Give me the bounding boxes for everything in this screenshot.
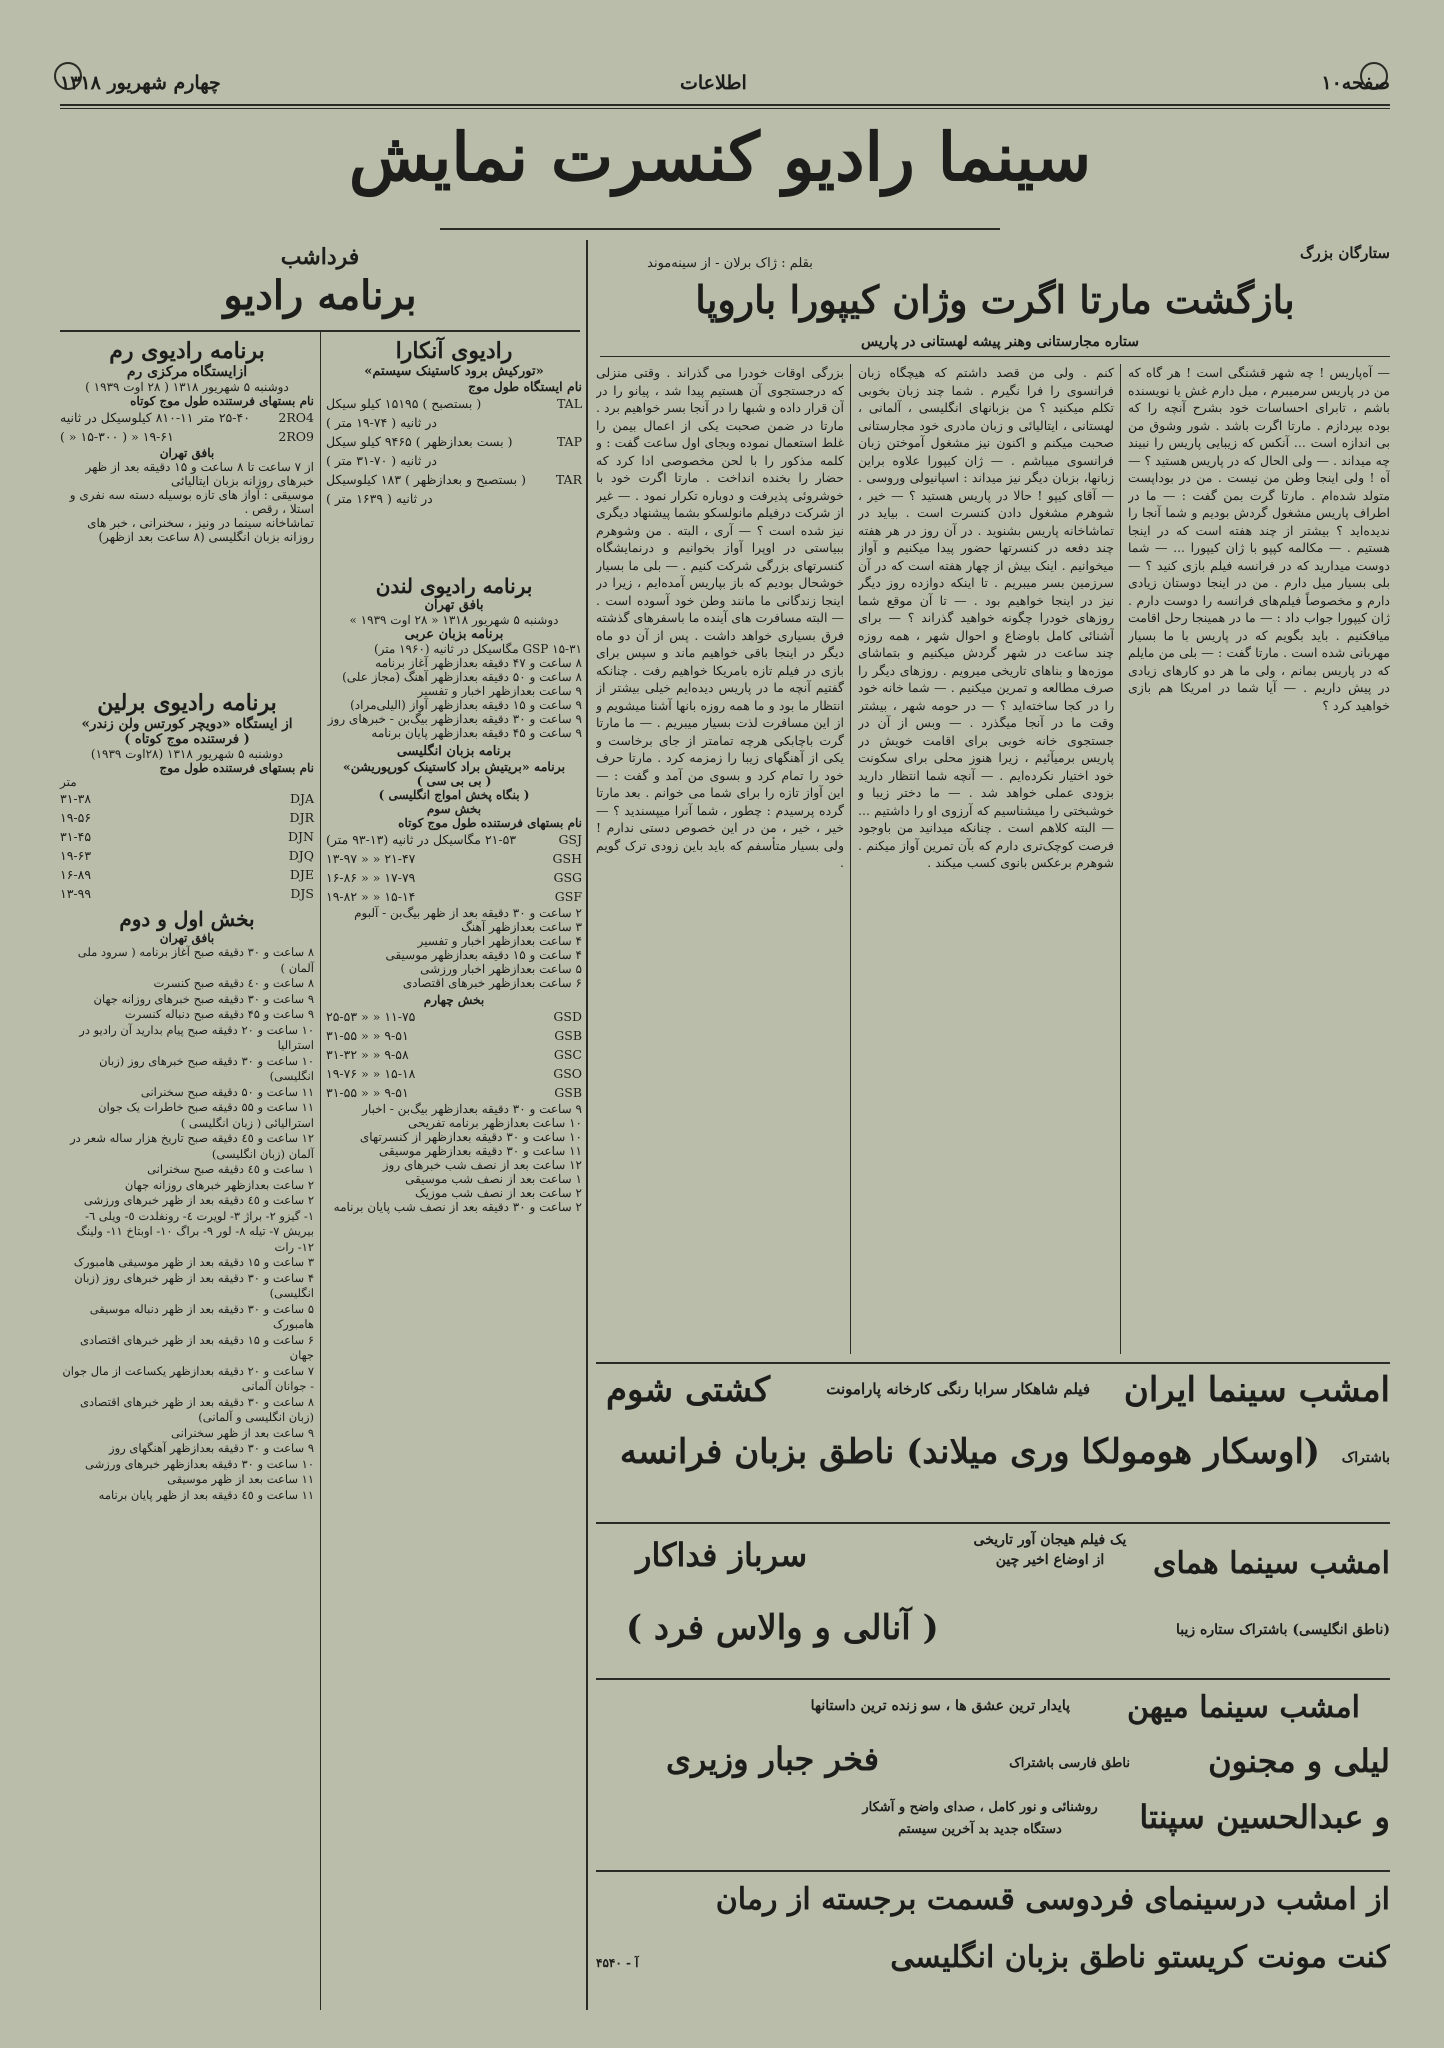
radio-title-rule [60,330,580,332]
station-row [60,789,314,808]
program-item: ۴ ساعت و ۳۰ دقیقه بعد از ظهر خبرهای روز (زبان انگلیسی) [74,1270,314,1300]
homa-desc-1: یک فیلم هیجان آور تاریخی [973,1532,1127,1548]
station-code: DJS [290,886,314,901]
program-item: ۹ ساعت بعدازظهر اخبار و تفسیر [417,684,582,698]
london-stations-3 [326,830,582,906]
station-row [326,1007,582,1026]
program-item: ۱- گیزو ۲- براژ ۳- لویرت ٤- رونفلدت ٥- ویلی ٦- بیریش ۷- تیله ۸- لور ۹- براگ ۱۰- اوبتاخ ۱۱- ولینگ ۱۲- رات [76,1208,314,1254]
program-item: ۱ ساعت بعد از نصف شب موسیقی [405,1172,582,1186]
program-item: ۸ ساعت و ٤٠ دقیقه صبح کنسرت [153,976,314,990]
berlin-date: دوشنبه ۵ شهریور ۱۳۱۸ (۲۸اوت ۱۹۳۹) [90,747,284,761]
subhead-rule [600,356,1390,357]
column-rule [850,364,851,1354]
ankara-subtitle: «تورکیش برود کاستینک سیستم» [364,364,544,379]
program-item: ۹ ساعت و ۳۰ دقیقه بعدازظهر آهنگهای روز [109,1441,314,1455]
station-row [326,432,582,451]
station-frequency: ۱۱-۷۵ « « ۲۵-۵۳ [326,1009,416,1024]
station-row [60,846,314,865]
station-frequency: ۱۵-۱۴ « « ۱۹-۸۲ [326,889,416,904]
rome-items [60,460,314,544]
program-item: ۱۱ ساعت و ۳۰ دقیقه بعدازظهر موسیقی [379,1144,582,1158]
ankara-table-header: نام ایستگاه طول موج [468,379,582,394]
issue-date: چهارم شهریور ۱۳۱۸ [60,72,221,94]
station-code: DJE [289,867,314,882]
section-banner: سینما رادیو کنسرت نمایش [348,118,1092,196]
london-table-header: نام بستهای فرستنده طول موج کوتاه [398,816,582,830]
london-city: بافق تهران [424,598,484,613]
mihan-star: فخر جبار وزیری [666,1740,880,1778]
program-item: ۲ ساعت و ۳۰ دقیقه بعد از ظهر بیگ‌بن - آلبوم [354,906,582,920]
ad-cinema-mihan [596,1682,1390,1868]
london-stations-4 [326,1007,582,1102]
station-frequency: در ثانیه ( ۷۴-۱۹ متر ) [326,415,437,430]
article-column-2: کنم . ولی من قصد داشتم که هیچگاه زبان فرانسوی را فرا نگیرم . شما چند زبان بخوبی تکلم میکنید ؟ من بزبانهای انگلیسی ، آلمانی ، لهستانی ، ایتالیائی و زبان مادری خود مجارستانی صحبت میکنم و اکنون نیز مشغول آموختن زبان فرانسوی میباشم . — ژان کیپورا علاوه براین زبانها، بزبان دیگر نیز میداند : اسپانیولی وروسی . — آقای کیپو ! حالا در پاریس هستید ؟ — خیر ، شوهرم مشغول دادن کنسرت است . بیاید در تماشاخانه پاریس بشنوید . در آن روز در هر هفته چند دفعه در کنسرتها حضور پیدا میکنیم و آواز میخوانیم . اینک بیش از چهار هفته است که در آن سرزمین بسر میبریم . تا اینکه دوازده روز دیگر نیز در اینجا خواهیم بود . — تا آن موقع شما روزهای خودرا چگونه خواهید گذراند ؟ — برای آشنائی کامل باوضاع و احوال شهر ، همه روزه چند ساعت در شهر گردش میکنیم و بتماشای موزه‌ها و بناهای تاریخی میرویم . روزهای دیگر را صرف مطالعه و تمرین میکنیم . — شما خانه خود را در کجا ساخته‌اید ؟ — در حومه شهر ، بیشتر وقت ما در آنجا میگذرد . — وبس از آن در جستجوی خانه خوبی برای اقامت خویش در پاریس برمیآئیم ، زیرا هنوز محلی برای سکونت خود اختیار نکرده‌ایم . — آنچه شما انتظار دارید بزودی عملی خواهد شد . — ما دختر زیبا و خوشبختی را میشناسیم که آرزوی او را داشتیم ... — البته کلاهم است . چنانکه میدانید من باوجود فرصت کوچک‌تری دارم که بآن تمرین آواز میکنم . شوهرم برعکس بانوی کسب میکند . [858,365,1114,870]
ad-cinema-iran [596,1366,1390,1520]
program-item: ۸ ساعت و ۳۰ دقیقه صبح آغاز برنامه ( سرود ملی آلمان ) [77,945,314,975]
mihan-tech-1: روشنائی و نور کامل ، صدای واضح و آشکار [862,1800,1098,1815]
program-item: ۱۲ ساعت و ٤٥ دقیقه صبح تاریخ هزار ساله شعر در آلمان (زبان انگلیسی) [70,1131,314,1161]
column-rule [586,1360,588,2010]
station-row [326,849,582,868]
station-frequency: ۱۵-۱۸ « « ۱۹-۷۶ [326,1066,416,1081]
london-items-3 [326,906,582,990]
banner-underline [440,228,1000,230]
mihan-lang: ناطق فارسی باشتراک [1009,1756,1130,1771]
iran-cinema-name: امشب سینما ایران [1123,1370,1390,1410]
station-frequency: ۳۱-۳۸ [60,791,92,806]
station-frequency: ۱۳-۹۹ [60,886,92,901]
london-arabic-station: GSP ۱۵-۳۱ مگاسیکل در ثانیه (۱۹۶۰ متر) [373,642,582,656]
station-code: GSO [553,1066,582,1081]
station-code: GSG [553,870,582,885]
station-frequency: ( بستصبح و بعدازظهر ) ۱۸۳ کیلوسیکل [326,472,527,487]
station-code: DJA [289,791,314,806]
program-item: ۹ ساعت و ۳۰ دقیقه بعدازظهر بیگ‌بن - اخبار [362,1102,582,1116]
london-items-4 [326,1102,582,1214]
header-rule [60,104,1390,106]
ads-rule [596,1678,1390,1680]
radio-top-note: فرداشب [280,244,360,270]
iran-cast: (اوسکار هومولکا وری میلاند) ناطق بزبان فرانسه [619,1432,1320,1472]
station-frequency: در ثانیه ( ۷۰-۳۱ متر ) [326,453,437,468]
berlin-title: برنامه رادیوی برلین [97,690,277,716]
ankara-table [326,394,582,508]
iran-film-title: کشتی شوم [606,1370,771,1410]
program-item: ۱۲ ساعت بعد از نصف شب خبرهای روز [382,1158,582,1172]
program-item: ۸ ساعت و ۴۷ دقیقه بعدازظهر آغاز برنامه [375,656,582,670]
homa-desc-2: از اوضاع اخیر چین [995,1552,1105,1568]
program-item: ۵ ساعت و ۳۰ دقیقه بعد از ظهر دنباله موسیقی هامبورک [89,1301,314,1331]
station-row [326,830,582,849]
station-row [326,489,582,508]
ankara-title: رادیوی آنکارا [395,338,513,364]
program-item: ۳ ساعت و ۱۵ دقیقه بعد از ظهر موسیقی هامبورک [73,1255,314,1269]
station-code: GSJ [558,832,582,847]
program-item: ۲ ساعت بعدازظهر خبرهای روزانه جهان [124,1177,314,1192]
london-block [326,574,582,1214]
berlin-unit: متر [60,775,77,789]
berlin-city: بافق تهران [159,931,215,945]
station-row [60,865,314,884]
london-arabic-label: برنامه بزبان عربی [404,627,504,642]
program-item: ۸ ساعت و ۵۰ دقیقه بعدازظهر آهنگ (مجاز علی) [342,670,582,684]
station-frequency: ۱۹-۶۱ « ( ۱۵-۳۰۰ « ) [60,429,174,444]
homa-lang: (ناطق انگلیسی) باشتراک ستاره زیبا [1176,1622,1390,1638]
program-item: ۷ ساعت و ۲۰ دقیقه بعدازظهر یکساعت از مال جوان - جوانان آلمانی [62,1363,314,1393]
london-date: دوشنبه ۵ شهریور ۱۳۱۸ « ۲۸ اوت ۱۹۳۹ » [349,613,559,627]
program-item: ۱۰ ساعت و ۳۰ دقیقه بعدازظهر از کنسرتهای [359,1130,582,1144]
radio-title: برنامه رادیو [223,272,417,319]
homa-film-title: سرباز فداکار [636,1536,808,1574]
ad-reference-note: آ - ۴۵۴۰ [596,1956,639,1970]
program-item: موسیقی : آواز های تازه بوسیله دسته سه نفری و استلا ، رقص . [69,488,314,516]
program-item: ۸ ساعت و ٣٠ دقیقه بعد از ظهر خبرهای اقتصادی (زبان انگلیسی و آلمانی) [80,1394,314,1424]
station-code: GSB [554,1028,582,1043]
station-frequency: در ثانیه ( ۱۶۳۹ متر ) [326,491,433,506]
london-section4: بخش چهارم [423,993,485,1007]
mihan-cinema-name: امشب سینما میهن [1126,1690,1360,1725]
station-frequency: ۱۹-۵۶ [60,810,92,825]
station-frequency: ۹-۵۸ « « ۳۱-۳۲ [326,1047,409,1062]
program-item: ۱ ساعت و ٤٥ دقیقه صبح سخنرانی [147,1162,314,1176]
station-row [60,427,314,446]
london-english-label: برنامه بزبان انگلیسی [396,744,512,759]
program-item: ۲ ساعت بعد از نصف شب موزیک [414,1186,582,1200]
program-item: ۹ ساعت و ۱۵ دقیقه بعدازظهر آواز (الیلی‌مراد) [350,698,582,712]
station-row [60,827,314,846]
station-row [326,1083,582,1102]
program-item: ۱۰ ساعت بعدازظهر برنامه تفریحی [408,1116,582,1130]
ankara-block [326,338,582,508]
rome-station: ازایستگاه مرکزی رم [126,364,248,380]
mihan-costar: و عبدالحسین سپنتا [1139,1798,1390,1836]
station-row [326,413,582,432]
program-item: ۴ ساعت بعدازظهر اخبار و تفسیر [417,934,582,948]
station-row [60,408,314,427]
program-item: ۱۱ ساعت بعد از ظهر موسیقی [167,1472,314,1486]
station-row [60,808,314,827]
berlin-table-header: نام بستهای فرستنده طول موج [159,761,314,775]
station-code: GSB [554,1085,582,1100]
station-frequency: ( بستصبح ) ۱۵۱۹۵ کیلو سیکل [326,396,482,411]
ad-cinema-homa [596,1526,1390,1676]
station-frequency: ( بست بعدازظهر ) ۹۴۶۵ کیلو سیکل [326,434,513,449]
station-frequency: ۲۱-۴۷ « « ۱۳-۹۷ [326,851,416,866]
station-code: DJR [289,810,314,825]
program-item: ۲ ساعت و ۳۰ دقیقه بعد از نصف شب پایان برنامه [333,1200,582,1214]
ads-rule [596,1870,1390,1872]
article-column-3: بزرگی اوقات خودرا می گذراند . وقتی منزلی که درجستجوی آن هستیم پیدا شد ، پیانو را در آن قرار داده و شبها را در آنجا بسر خواهیم برد . مارتا در ضمن صحبت یکی از اعمال بیمن را غلط استعمال نموده وبجای اول ساعت گفت : و کلمه مذکور را با لحن مخصوصی ادا کرد که حضار را بخنده انداخت . مارتا اگرت خود با خوشروئی پذیرفت و دوباره تکرار نمود . — غیر از شرکت درفیلم مانولسکو بشما پیشنهاد دیگری نیز شده است ؟ — آری ، البته . من وشوهرم ببیاستی در اوپرا آواز بخوانیم و درنمایشگاه کنسرتهای بزرگی شرکت کنیم . — بلی ما بسیار خوشحال بودیم که باز بپاریس آمده‌ایم ، زیرا در اینجا زندگانی ما مانند وطن خود آسوده است . — البته مسافرت های آینده ما باسفرهای گذشته فرق بسیاری خواهد داشت . پس از آن دو ماه دیگر در اینجا باقی خواهیم ماند و سپس برای بازی در فیلم تازه بامریکا خواهیم رفت . چنانکه گفتیم آنچه ما در پاریس دیده‌ایم خیلی بیشتر از انتظار ما بود و ما همه روزه بانها آشنا میشویم و از این مسافرت لذت بسیار میبریم . — ما مارتا گرت باچابکی هرچه تمامتر از جای برخاست و یکی از آهنگهای زیبا را زمزمه کرد . مارتا حرف خود را تمام کرد و بسوی من آمد و گفت : — این آواز تازه را برای شما می خوانم . بعد مارتا گرده پرسیدم : چطور ، شما آنرا میپسندید ؟ — خیر ، خیر ، من در این خصوص دستی ندارم ! ولی بسیار متأسفم که باید باین زودی ترک گویم . [596,365,844,870]
article-subhead: ستاره مجارستانی وهنر پیشه لهستانی در پاریس [860,334,1140,350]
station-row [326,451,582,470]
rome-block [60,338,314,544]
station-row [326,1064,582,1083]
station-row [326,394,582,413]
program-item: ۹ ساعت و ۴۵ دقیقه بعدازظهر پایان برنامه [371,726,582,740]
page-number: صفحه۱۰ [1321,72,1390,94]
program-item: ۱۱ ساعت و ۵۰ دقیقه صبح سخنرانی [140,1084,314,1099]
program-item: ۶ ساعت و ۱۵ دقیقه بعد از ظهر خبرهای اقتصادی جهان [80,1332,314,1362]
station-frequency: ۲۱-۵۳ مگاسیکل در ثانیه (۱۳-۹۳ متر) [326,832,517,847]
program-item: ۳ ساعت بعدازظهر آهنگ [461,920,582,934]
berlin-station: از ایستگاه «دویچر کورتس ولن زندر» [81,716,293,732]
mihan-tech-2: دستگاه جدید بد آخرین سیستم [898,1822,1062,1837]
station-row [326,1026,582,1045]
station-code: TAL [557,396,582,411]
program-item: ۶ ساعت بعدازظهر خبرهای اقتصادی [402,976,582,990]
station-frequency: ۹-۵۱ « « ۳۱-۵۵ [326,1085,409,1100]
program-item: ۹ ساعت و ۳۰ دقیقه بعدازظهر بیگ‌بن - خبرهای روز [327,712,582,726]
rome-title: برنامه رادیوی رم [109,338,265,364]
program-item: ۱۱ ساعت و ٤٥ دقیقه بعد از ظهر پایان برنامه [98,1487,314,1502]
berlin-station-sub: ( فرستنده موج کوتاه ) [124,732,250,747]
london-title: برنامه رادیوی لندن [375,574,533,598]
station-code: TAR [555,472,582,487]
berlin-section: بخش اول و دوم [119,907,255,931]
station-frequency: ۳۱-۴۵ [60,829,92,844]
ads-rule [596,1522,1390,1524]
station-code: 2RO4 [278,410,314,425]
column-rule [586,240,588,1360]
station-code: GSF [554,889,582,904]
london-english-station: برنامه «بریتیش براد کاستینک کورپوریشن» [342,759,566,774]
ads-rule [596,1362,1390,1364]
ferdowsi-line-2: کنت مونت کریستو ناطق بزبان انگلیسی [890,1940,1390,1975]
berlin-items [60,945,314,1503]
london-section3: بخش سوم [426,802,482,816]
program-item: ۹ ساعت بعد از ظهر سخنرانی [171,1425,314,1440]
station-row [60,884,314,903]
article-column-1: — آه‌پاریس ! چه شهر قشنگی است ! هر گاه که من در پاریس سرمیبرم ، میل دارم غش یا نویسنده باشم ، تابرای احساسات خود بشرح آنچه را که بوده بپردازم . مارتا اگرت باشد . شور وشوق من بی اندازه است ... آنکس که زیبایی پاریس را نبیند چه میداند . — ولی الحال که در پاریس هستید ؟ — آه ! ولی اینجا وطن من نیست . من در بوداپست متولد شده‌ام . مارتا گرت بمن گفت : — ما در اطراف پاریس مشغول گردش بودیم و شما آنجا را ندیده‌اید ؟ بیشتر از چند هفته است که در اینجا هستیم . — مکالمه کپپو با ژان کیپورا ... — شما دوست میدارید که در فرانسه فیلم بازی کنید ؟ — بلی بسیار میل دارم . من در اینجا دوستان زیادی دارم و مخصوصاً فیلم‌های فرانسه را دوست دارم . ژان کیپورا جواب داد : — ما در همینجا رحل اقامت میافکنیم . باید بگویم که در پاریس با ما بسیار مهربانی شده است . مارتا گفت : — بلی من مایلم که در پاریس بمانم ، ولی ما هر دو کارهای زیادی در پیش داریم . — آیا شما در امریکا هم بازی خواهید کرد ؟ [1128,365,1390,713]
iran-desc: فیلم شاهکار سرابا رنگی کارخانه پارامونت [826,1380,1090,1398]
program-item: ۵ ساعت بعدازظهر اخبار ورزشی [420,962,582,976]
station-frequency: ۱۶-۸۹ [60,867,92,882]
rome-table-header: نام بستهای فرستنده طول موج کوتاه [130,394,314,408]
iran-cast-prefix: باشتراک [1341,1450,1390,1466]
article-headline: بازگشت مارتا اگرت وژان کیپورا باروپا [695,277,1295,322]
program-item: ۱۰ ساعت و ۲۰ دقیقه صبح پیام بدارید آن رادیو در استرالیا [79,1022,314,1052]
london-english-sub: ( بی‌ بی سی ) [416,774,492,788]
rome-date: دوشنبه ۵ شهریور ۱۳۱۸ ( ۲۸ اوت ۱۹۳۹ ) [85,380,289,394]
station-code: GSD [553,1009,582,1024]
berlin-block [60,690,314,1503]
station-row [326,470,582,489]
station-code: TAP [556,434,582,449]
rome-city: بافق تهران [159,446,215,460]
program-item: ۱۰ ساعت و ۳۰ دقیقه بعدازظهر خبرهای ورزشی [85,1456,314,1471]
homa-cinema-name: امشب سینما همای [1152,1546,1390,1581]
ferdowsi-line-1: از امشب درسینمای فردوسی قسمت برجسته از رمان [715,1882,1390,1917]
program-item: ۱۰ ساعت و ۳۰ دقیقه صبح خبرهای روز (زبان انگلیسی) [99,1053,314,1083]
station-code: 2RO9 [278,429,314,444]
mihan-tagline: پایدار ترین عشق ها ، سو زنده ترین داستانها [810,1698,1070,1714]
station-frequency: ۹-۵۱ « « ۳۱-۵۵ [326,1028,409,1043]
program-item: ۴ ساعت و ۱۵ دقیقه بعدازظهر موسیقی [385,948,582,962]
station-row [326,868,582,887]
program-item: ۹ ساعت و ۴۵ دقیقه صبح دنباله کنسرت [124,1007,314,1021]
program-item: ۲ ساعت و ٤٥ دقیقه بعد از ظهر خبرهای ورزشی [83,1193,314,1207]
station-frequency: ۲۵-۴۰ متر ۱۱-۸۱۰ کیلوسیکل در ثانیه [60,410,250,425]
station-code: GSH [552,851,582,866]
ad-cinema-ferdowsi [596,1876,1390,2006]
station-row [326,887,582,906]
program-item: تماشاخانه سینما در ونیز ، سخنرانی ، خبر های روزانه بزبان انگلیسی (۸ ساعت بعد ازظهر) [87,516,314,544]
byline: بقلم : ژاک برلان - از سینه‌موند [647,256,813,271]
station-code: DJQ [288,848,314,863]
column-rule [1120,364,1121,1354]
station-code: GSC [553,1047,582,1062]
london-empire-label: ( بنگاه پخش امواج انگلیسی ) [378,788,530,802]
london-arabic-list [326,656,582,740]
newspaper-name: اطلاعات [680,72,747,94]
column-rule [320,330,321,2010]
station-row [326,1045,582,1064]
mihan-film-title: لیلی و مجنون [1208,1742,1390,1780]
header-rule-thin [60,108,1390,109]
berlin-table [60,789,314,903]
program-item: ۹ ساعت و ۳۰ دقیقه صبح خبرهای روزانه جهان [93,991,314,1006]
homa-cast: ( آنالی و والاس فرد ) [626,1608,939,1648]
section-label: ستارگان بزرگ [1300,244,1390,262]
station-code: DJN [288,829,314,844]
station-frequency: ۱۹-۶۳ [60,848,92,863]
rome-table [60,408,314,446]
station-frequency: ۱۷-۷۹ « « ۱۶-۸۶ [326,870,416,885]
page-header [60,68,1390,102]
program-item: از ۷ ساعت تا ۸ ساعت و ۱۵ دقیقه بعد از ظهر خبرهای روزانه بزبان ایتالیائی [85,460,314,488]
program-item: ۱۱ ساعت و ۵۵ دقیقه صبح خاطرات یک جوان استرالیائی ( زبان انگلیسی ) [98,1100,314,1130]
